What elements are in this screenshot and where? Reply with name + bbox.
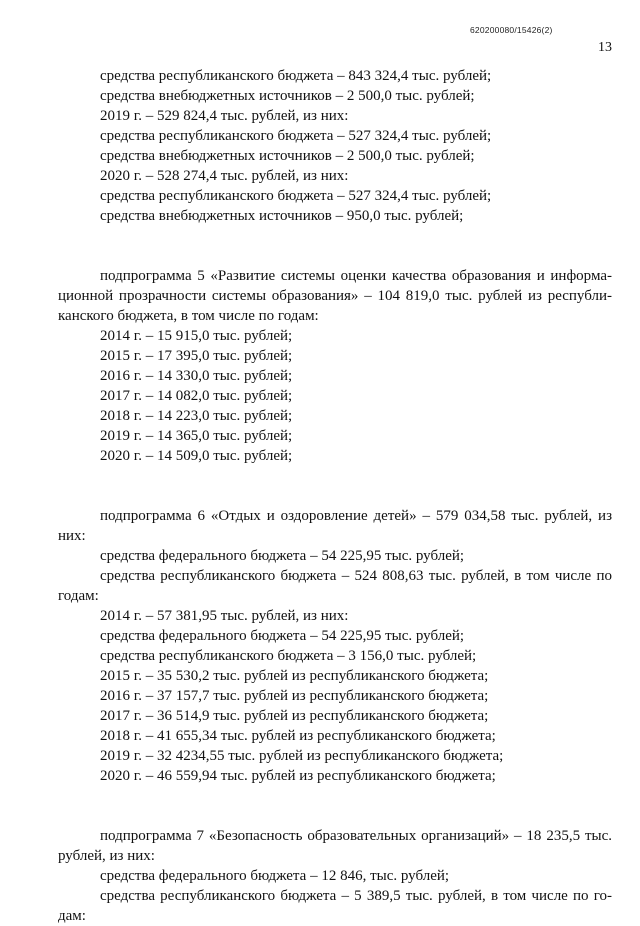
text-line: средства республиканского бюджета – 524 808,63 тыс. рублей, в том числе по	[100, 568, 612, 584]
year-line: 2017 г. – 36 514,9 тыс. рублей из республиканского бюджета;	[100, 708, 489, 724]
text-line: подпрограмма 7 «Безопасность образовательных организаций» – 18 235,5 тыс.	[100, 828, 612, 844]
text-line: годам:	[58, 588, 99, 604]
text-line: подпрограмма 6 «Отдых и оздоровление детей» – 579 034,58 тыс. рублей, из	[100, 508, 612, 524]
text-line: средства республиканского бюджета – 527 324,4 тыс. рублей;	[100, 188, 492, 204]
year-line: 2018 г. – 14 223,0 тыс. рублей;	[100, 408, 293, 424]
year-line: 2016 г. – 37 157,7 тыс. рублей из республиканского бюджета;	[100, 688, 489, 704]
text-line: дам:	[58, 908, 86, 924]
text-line: средства внебюджетных источников – 2 500,0 тыс. рублей;	[100, 148, 475, 164]
year-line: 2017 г. – 14 082,0 тыс. рублей;	[100, 388, 293, 404]
text-line: подпрограмма 5 «Развитие системы оценки качества образования и информа-	[100, 268, 612, 284]
year-line: 2015 г. – 17 395,0 тыс. рублей;	[100, 348, 293, 364]
text-line: рублей, из них:	[58, 848, 155, 864]
text-line: средства внебюджетных источников – 950,0 тыс. рублей;	[100, 208, 464, 224]
page-number: 13	[598, 40, 612, 55]
paragraph-gap	[58, 786, 612, 806]
subprogram-5	[58, 266, 612, 466]
document-id: 620200080/15426(2)	[470, 25, 553, 35]
text-line: средства республиканского бюджета – 5 389,5 тыс. рублей, в том числе по го-	[100, 888, 612, 904]
year-line: 2014 г. – 15 915,0 тыс. рублей;	[100, 328, 293, 344]
year-line: 2020 г. – 46 559,94 тыс. рублей из республиканского бюджета;	[100, 768, 496, 784]
text-line: ционной прозрачности системы образования» – 104 819,0 тыс. рублей из республи-	[58, 288, 612, 304]
document-body	[58, 66, 612, 926]
text-line: средства республиканского бюджета – 843 324,4 тыс. рублей;	[100, 68, 492, 84]
text-line: средства внебюджетных источников – 2 500,0 тыс. рублей;	[100, 88, 475, 104]
year-line: средства республиканского бюджета – 3 156,0 тыс. рублей;	[100, 648, 477, 664]
text-line: них:	[58, 528, 86, 544]
paragraph-gap	[58, 466, 612, 486]
text-line: средства республиканского бюджета – 527 324,4 тыс. рублей;	[100, 128, 492, 144]
year-line: 2016 г. – 14 330,0 тыс. рублей;	[100, 368, 293, 384]
paragraph-gap	[58, 486, 612, 506]
text-line: 2020 г. – 528 274,4 тыс. рублей, из них:	[100, 168, 349, 184]
text-line: средства федерального бюджета – 54 225,95 тыс. рублей;	[100, 548, 465, 564]
text-line: канского бюджета, в том числе по годам:	[58, 308, 319, 324]
year-line: 2019 г. – 14 365,0 тыс. рублей;	[100, 428, 293, 444]
paragraph-gap	[58, 806, 612, 826]
year-line: средства федерального бюджета – 54 225,95 тыс. рублей;	[100, 628, 465, 644]
year-line: 2019 г. – 32 4234,55 тыс. рублей из республиканского бюджета;	[100, 748, 504, 764]
year-line: 2018 г. – 41 655,34 тыс. рублей из республиканского бюджета;	[100, 728, 496, 744]
text-line: средства федерального бюджета – 12 846, тыс. рублей;	[100, 868, 450, 884]
year-line: 2020 г. – 14 509,0 тыс. рублей;	[100, 448, 293, 464]
subprogram-6	[58, 506, 612, 786]
paragraph-gap	[58, 246, 612, 266]
subprogram-7	[58, 826, 612, 926]
paragraph-gap	[58, 226, 612, 246]
year-line: 2014 г. – 57 381,95 тыс. рублей, из них:	[100, 608, 349, 624]
year-line: 2015 г. – 35 530,2 тыс. рублей из республиканского бюджета;	[100, 668, 489, 684]
text-line: 2019 г. – 529 824,4 тыс. рублей, из них:	[100, 108, 349, 124]
